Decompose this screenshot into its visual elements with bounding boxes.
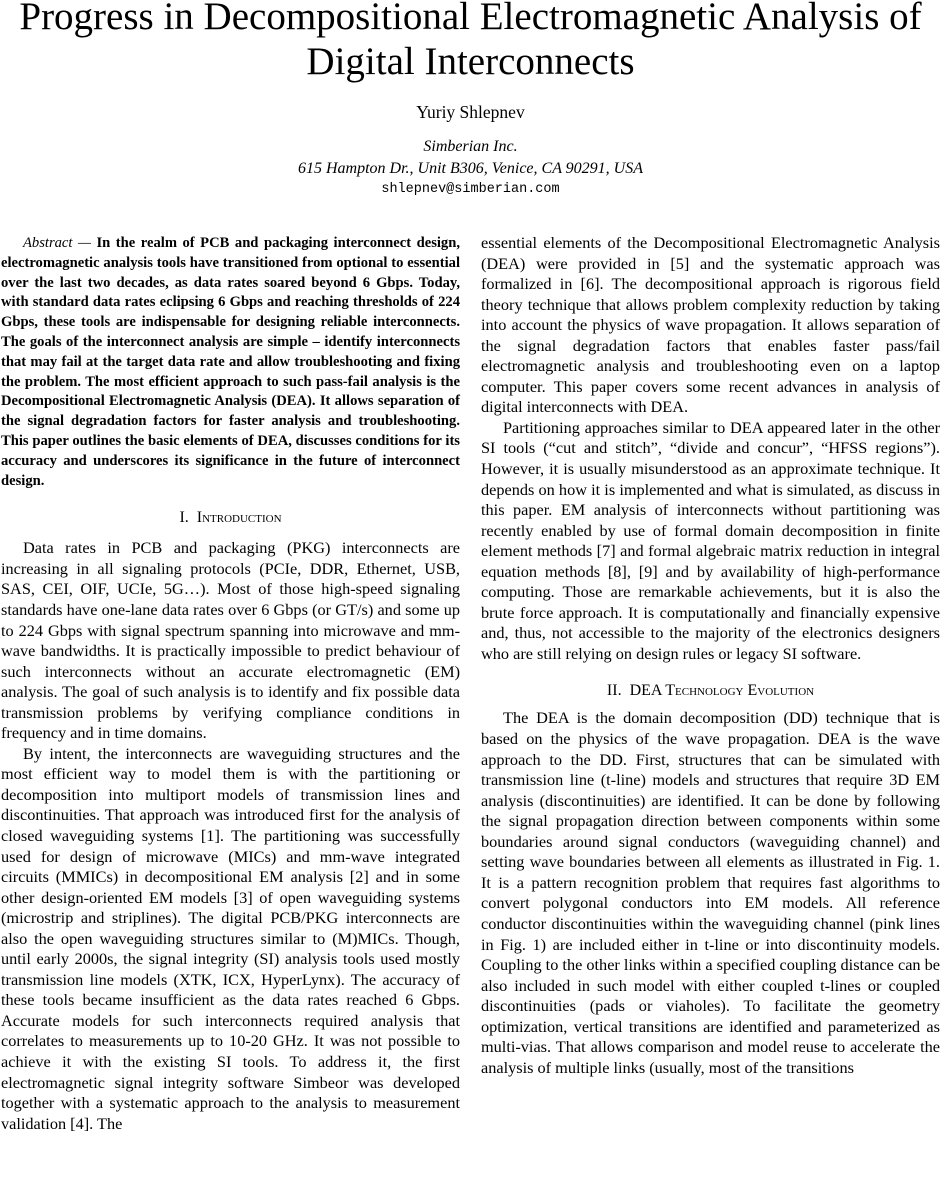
- paper-title: Progress in Decompositional Electromagnetic Analysis of Digital Interconnects: [19, 0, 922, 83]
- section-number: I.: [179, 509, 189, 527]
- section-number: II.: [606, 682, 622, 700]
- section-heading-dea-evolution: [481, 681, 940, 701]
- author-email: shlepnev@simberian.com: [381, 182, 560, 197]
- body-paragraph: The DEA is the domain decomposition (DD) technique that is based on the physics of the wave propagation. DEA is the wave approach to the DD. First, structures that can be simulated with transmission line (t-line) models and structures that require 3D EM analysis (discontinuities) are identified. It can be done by following the signal propagation direction between components within some boundaries around signal conductors (waveguiding channel) and setting wave boundaries between all elements as illustrated in Fig. 1. It is a pattern recognition problem that requires fast algorithms to convert polygonal conductors into EM models. All reference conductor discontinuities within the waveguiding channel (pink lines in Fig. 1) are included either in t-line or into discontinuity models. Coupling to the other links within a specified coupling distance can be also included in such model with either coupled t-lines or coupled discontinuities (pads or viaholes). To facilitate the geometry optimization, vertical transitions are identified and parameterized as multi-vias. That allows comparison and model reuse to accelerate the analysis of multiple links (usually, most of the transitions: [481, 708, 940, 1077]
- right-column: [481, 233, 940, 1078]
- left-column: [1, 234, 460, 1134]
- body-paragraph: Partitioning approaches similar to DEA appeared later in the other SI tools (“cut and stitch”, “divide and concur”, “HFSS regions”). However, it is usually misunderstood as an approximate technique. It depends on how it is implemented and what is simulated, as discuss in this paper. EM analysis of interconnects without partitioning was recently enabled by use of formal domain decomposition in finite element methods [7] and formal algebraic matrix reduction in integral equation methods [8], [9] and by availability of high-performance computing. Those are remarkable achievements, but it is also the brute force approach. It is computationally and financially expensive and, thus, not accessible to the majority of the electronics designers who are still relying on design rules or legacy SI software.: [481, 417, 940, 663]
- abstract-lead: Abstract —: [23, 235, 97, 251]
- author-name: Yuriy Shlepnev: [416, 102, 525, 122]
- affiliation-block: [0, 136, 941, 180]
- body-paragraph: Data rates in PCB and packaging (PKG) interconnects are increasing in all signaling protocols (PCIe, DDR, Ethernet, USB, SAS, CEI, OIF, UCIe, 5G…). Most of those high-speed signaling standards have one-lane data rates over 6 Gbps (or GT/s) and some up to 224 Gbps with signal spectrum spanning into microwave and mm-wave bandwidths. It is practically impossible to predict behaviour of such interconnects without an accurate electromagnetic (EM) analysis. The goal of such analysis is to identify and fix possible data transmission problems by verifying compliance conditions in frequency and in time domains.: [1, 538, 460, 743]
- address: 615 Hampton Dr., Unit B306, Venice, CA 90291, USA: [297, 160, 643, 177]
- affiliation: Simberian Inc.: [423, 138, 518, 155]
- body-paragraph: By intent, the interconnects are waveguiding structures and the most efficient way to model them is with the partitioning or decomposition into multiport models of transmission lines and discontinuities. That approach was introduced first for the analysis of closed waveguiding systems [1]. The partitioning was successfully used for design of microwave (MICs) and mm-wave integrated circuits (MMICs) in decompositional EM analysis [2] and in some other design-oriented EM models [3] of open waveguiding systems (microstrip and striplines). The digital PCB/PKG interconnects are also the open waveguiding structures similar to (M)MICs. Though, until early 2000s, the signal integrity (SI) analysis tools used mostly transmission line models (XTK, ICX, HyperLynx). The accuracy of these tools became insufficient as the data rates reached 6 Gbps. Accurate models for such interconnects required analysis that correlates to measurements up to 10-20 GHz. It was not possible to achieve it with the existing SI tools. To address it, the first electromagnetic signal integrity software Simbeor was developed together with a systematic approach to the analysis to measurement validation [4]. The: [1, 743, 460, 1133]
- body-paragraph-continued: essential elements of the Decompositional Electromagnetic Analysis (DEA) were provided in [5] and the systematic approach was formalized in [6]. The decompositional approach is rigorous field theory technique that allows problem complexity reduction by taking into account the physics of wave propagation. It allows separation of the signal degradation factors that enables faster pass/fail electromagnetic analysis and troubleshooting even on a laptop computer. This paper covers some recent advances in analysis of digital interconnects with DEA.: [481, 233, 940, 417]
- section-heading-introduction: [1, 508, 460, 528]
- section-title: Introduction: [196, 509, 282, 527]
- abstract: [1, 234, 460, 491]
- section-title: DEA Technology Evolution: [629, 682, 815, 700]
- abstract-text: In the realm of PCB and packaging interconnect design, electromagnetic analysis tools have transitioned from optional to essential over the last two decades, as data rates soared beyond 6 Gbps. Today, with standard data rates eclipsing 6 Gbps and reaching thresholds of 224 Gbps, these tools are indispensable for designing reliable interconnects. The goals of the interconnect analysis are simple – identify interconnects that may fail at the target data rate and allow troubleshooting and fixing the problem. The most efficient approach to such pass-fail analysis is the Decompositional Electromagnetic Analysis (DEA). It allows separation of the signal degradation factors for faster analysis and troubleshooting. This paper outlines the basic elements of DEA, discusses conditions for its accuracy and underscores its significance in the future of interconnect design.: [1, 235, 460, 489]
